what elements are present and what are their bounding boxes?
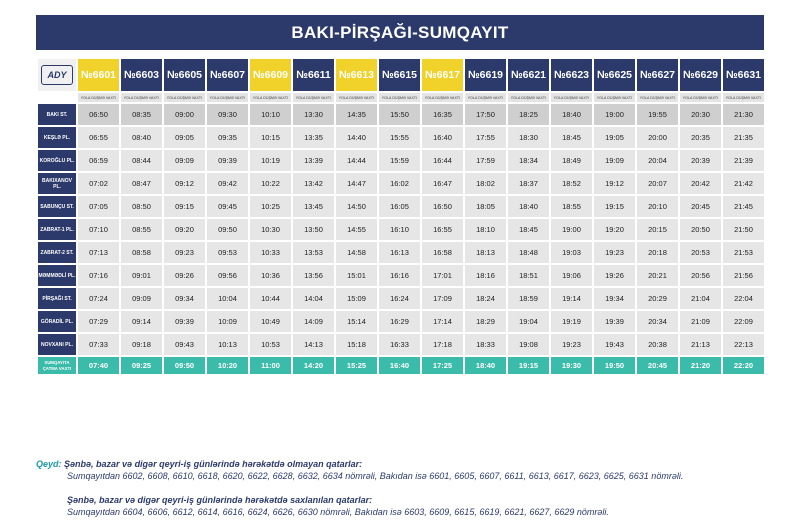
time-cell: 18:40 — [508, 196, 549, 217]
time-cell: 14:44 — [336, 150, 377, 171]
arrival-label: SUMQAYITA ÇATMA VAXTI — [38, 357, 76, 374]
time-cell: 20:21 — [637, 265, 678, 286]
station-row — [38, 104, 764, 125]
time-cell: 18:37 — [508, 173, 549, 194]
time-cell: 17:55 — [465, 127, 506, 148]
time-cell: 18:40 — [551, 104, 592, 125]
time-cell: 19:55 — [637, 104, 678, 125]
station-row — [38, 265, 764, 286]
time-cell: 16:13 — [379, 242, 420, 263]
time-cell: 14:58 — [336, 242, 377, 263]
time-cell: 10:25 — [250, 196, 291, 217]
time-cell: 19:15 — [594, 196, 635, 217]
time-cell: 10:09 — [207, 311, 248, 332]
time-cell: 20:18 — [637, 242, 678, 263]
header-row — [38, 59, 764, 91]
page-title: BAKI-PİRŞAĞI-SUMQAYIT — [36, 15, 764, 50]
time-cell: 17:18 — [422, 334, 463, 355]
time-cell: 17:50 — [465, 104, 506, 125]
time-cell: 15:14 — [336, 311, 377, 332]
time-cell: 08:44 — [121, 150, 162, 171]
train-number: №6615 — [379, 59, 420, 91]
time-cell: 16:40 — [422, 127, 463, 148]
time-cell: 08:50 — [121, 196, 162, 217]
time-cell: 07:24 — [78, 288, 119, 309]
ady-logo-icon: ADY — [41, 65, 73, 85]
arrival-time-cell: 19:15 — [508, 357, 549, 374]
time-cell: 21:13 — [680, 334, 721, 355]
time-cell: 07:13 — [78, 242, 119, 263]
time-cell: 18:16 — [465, 265, 506, 286]
departure-label: YOLA DÜŞMƏ VAXTI — [379, 93, 420, 102]
time-cell: 21:35 — [723, 127, 764, 148]
time-cell: 20:34 — [637, 311, 678, 332]
time-cell: 09:42 — [207, 173, 248, 194]
train-number: №6605 — [164, 59, 205, 91]
time-cell: 10:19 — [250, 150, 291, 171]
time-cell: 18:45 — [551, 127, 592, 148]
time-cell: 14:35 — [336, 104, 377, 125]
train-number: №6617 — [422, 59, 463, 91]
time-cell: 15:55 — [379, 127, 420, 148]
time-cell: 19:12 — [594, 173, 635, 194]
time-cell: 13:39 — [293, 150, 334, 171]
time-cell: 16:44 — [422, 150, 463, 171]
logo-cell — [38, 59, 76, 91]
station-name: MƏMMƏDLİ PL. — [38, 265, 76, 286]
time-cell: 21:45 — [723, 196, 764, 217]
arrival-time-cell: 14:20 — [293, 357, 334, 374]
time-cell: 15:01 — [336, 265, 377, 286]
time-cell: 09:01 — [121, 265, 162, 286]
time-cell: 18:59 — [508, 288, 549, 309]
station-row — [38, 311, 764, 332]
time-cell: 16:50 — [422, 196, 463, 217]
note-label: Qeyd: — [36, 459, 62, 469]
time-cell: 19:23 — [551, 334, 592, 355]
departure-label: YOLA DÜŞMƏ VAXTI — [78, 93, 119, 102]
arrival-time-cell: 18:40 — [465, 357, 506, 374]
time-cell: 08:58 — [121, 242, 162, 263]
time-cell: 20:42 — [680, 173, 721, 194]
station-row — [38, 334, 764, 355]
time-cell: 18:24 — [465, 288, 506, 309]
time-cell: 20:00 — [637, 127, 678, 148]
time-cell: 09:23 — [164, 242, 205, 263]
departure-label: YOLA DÜŞMƏ VAXTI — [336, 93, 377, 102]
time-cell: 19:39 — [594, 311, 635, 332]
station-name: NOVXANI PL. — [38, 334, 76, 355]
station-name: KEŞLƏ PL. — [38, 127, 76, 148]
time-cell: 08:40 — [121, 127, 162, 148]
time-cell: 14:09 — [293, 311, 334, 332]
time-cell: 14:40 — [336, 127, 377, 148]
time-cell: 13:30 — [293, 104, 334, 125]
station-row — [38, 127, 764, 148]
time-cell: 09:35 — [207, 127, 248, 148]
arrival-time-cell: 19:50 — [594, 357, 635, 374]
time-cell: 16:24 — [379, 288, 420, 309]
time-cell: 18:45 — [508, 219, 549, 240]
time-cell: 21:30 — [723, 104, 764, 125]
train-number: №6607 — [207, 59, 248, 91]
train-number: №6623 — [551, 59, 592, 91]
train-number: №6601 — [78, 59, 119, 91]
time-cell: 18:29 — [465, 311, 506, 332]
time-cell: 20:30 — [680, 104, 721, 125]
time-cell: 09:09 — [121, 288, 162, 309]
time-cell: 10:22 — [250, 173, 291, 194]
time-cell: 20:53 — [680, 242, 721, 263]
time-cell: 13:45 — [293, 196, 334, 217]
time-cell: 21:56 — [723, 265, 764, 286]
departure-label: YOLA DÜŞMƏ VAXTI — [680, 93, 721, 102]
train-number: №6629 — [680, 59, 721, 91]
time-cell: 10:13 — [207, 334, 248, 355]
time-cell: 10:53 — [250, 334, 291, 355]
arrival-time-cell: 17:25 — [422, 357, 463, 374]
time-cell: 10:30 — [250, 219, 291, 240]
departure-label: YOLA DÜŞMƏ VAXTI — [250, 93, 291, 102]
time-cell: 20:50 — [680, 219, 721, 240]
notes — [36, 458, 796, 518]
time-cell: 09:50 — [207, 219, 248, 240]
station-row — [38, 219, 764, 240]
time-cell: 16:35 — [422, 104, 463, 125]
time-cell: 10:49 — [250, 311, 291, 332]
time-cell: 09:05 — [164, 127, 205, 148]
time-cell: 15:09 — [336, 288, 377, 309]
time-cell: 09:15 — [164, 196, 205, 217]
time-cell: 15:18 — [336, 334, 377, 355]
time-cell: 10:04 — [207, 288, 248, 309]
time-cell: 19:04 — [508, 311, 549, 332]
station-name: BAKI ST. — [38, 104, 76, 125]
time-cell: 13:56 — [293, 265, 334, 286]
time-cell: 22:04 — [723, 288, 764, 309]
time-cell: 14:50 — [336, 196, 377, 217]
time-cell: 09:34 — [164, 288, 205, 309]
departure-label: YOLA DÜŞMƏ VAXTI — [121, 93, 162, 102]
time-cell: 19:00 — [551, 219, 592, 240]
time-cell: 22:13 — [723, 334, 764, 355]
time-cell: 18:02 — [465, 173, 506, 194]
time-cell: 21:53 — [723, 242, 764, 263]
time-cell: 09:56 — [207, 265, 248, 286]
time-cell: 09:20 — [164, 219, 205, 240]
time-cell: 17:59 — [465, 150, 506, 171]
departure-label: YOLA DÜŞMƏ VAXTI — [465, 93, 506, 102]
time-cell: 10:15 — [250, 127, 291, 148]
time-cell: 10:10 — [250, 104, 291, 125]
departure-label: YOLA DÜŞMƏ VAXTI — [723, 93, 764, 102]
time-cell: 07:02 — [78, 173, 119, 194]
arrival-time-cell: 19:30 — [551, 357, 592, 374]
time-cell: 21:09 — [680, 311, 721, 332]
time-cell: 19:09 — [594, 150, 635, 171]
time-cell: 09:00 — [164, 104, 205, 125]
time-cell: 15:50 — [379, 104, 420, 125]
station-row — [38, 288, 764, 309]
time-cell: 13:42 — [293, 173, 334, 194]
time-cell: 19:34 — [594, 288, 635, 309]
time-cell: 09:39 — [207, 150, 248, 171]
time-cell: 20:35 — [680, 127, 721, 148]
time-cell: 09:43 — [164, 334, 205, 355]
time-cell: 20:45 — [680, 196, 721, 217]
departure-label: YOLA DÜŞMƏ VAXTI — [293, 93, 334, 102]
time-cell: 20:29 — [637, 288, 678, 309]
time-cell: 14:55 — [336, 219, 377, 240]
note-text-2: Sumqayıtdan 6604, 6606, 6612, 6614, 6616, 6624, 6626, 6630 nömrəli, Bakıdan isə 6603, 6609, 6615, 6619, 6621, 6627, 6629 nömrəli. — [67, 507, 609, 517]
train-number: №6631 — [723, 59, 764, 91]
time-cell: 10:44 — [250, 288, 291, 309]
time-cell: 16:10 — [379, 219, 420, 240]
time-cell: 09:53 — [207, 242, 248, 263]
subheader-row — [38, 93, 764, 102]
note-heading-2: Şənbə, bazar və digər qeyri-iş günlərində hərəkətdə saxlanılan qatarlar: — [67, 495, 373, 505]
station-row — [38, 173, 764, 194]
time-cell: 09:09 — [164, 150, 205, 171]
time-cell: 19:08 — [508, 334, 549, 355]
timetable — [36, 57, 766, 376]
time-cell: 13:53 — [293, 242, 334, 263]
time-cell: 19:20 — [594, 219, 635, 240]
train-number: №6619 — [465, 59, 506, 91]
train-number: №6609 — [250, 59, 291, 91]
time-cell: 18:05 — [465, 196, 506, 217]
time-cell: 20:07 — [637, 173, 678, 194]
train-number: №6611 — [293, 59, 334, 91]
time-cell: 07:10 — [78, 219, 119, 240]
time-cell: 13:35 — [293, 127, 334, 148]
time-cell: 07:29 — [78, 311, 119, 332]
time-cell: 14:47 — [336, 173, 377, 194]
time-cell: 07:05 — [78, 196, 119, 217]
time-cell: 15:59 — [379, 150, 420, 171]
time-cell: 18:51 — [508, 265, 549, 286]
time-cell: 18:10 — [465, 219, 506, 240]
station-name: SABUNÇU ST. — [38, 196, 76, 217]
station-row — [38, 242, 764, 263]
departure-label: YOLA DÜŞMƏ VAXTI — [551, 93, 592, 102]
arrival-time-cell: 07:40 — [78, 357, 119, 374]
time-cell: 09:45 — [207, 196, 248, 217]
time-cell: 19:14 — [551, 288, 592, 309]
time-cell: 10:33 — [250, 242, 291, 263]
arrival-time-cell: 10:20 — [207, 357, 248, 374]
train-number: №6625 — [594, 59, 635, 91]
time-cell: 18:55 — [551, 196, 592, 217]
time-cell: 19:23 — [594, 242, 635, 263]
arrival-time-cell: 11:00 — [250, 357, 291, 374]
time-cell: 09:26 — [164, 265, 205, 286]
arrival-row — [38, 357, 764, 374]
time-cell: 08:47 — [121, 173, 162, 194]
time-cell: 16:33 — [379, 334, 420, 355]
arrival-time-cell: 20:45 — [637, 357, 678, 374]
station-name: BAKIXANOV PL. — [38, 173, 76, 194]
departure-label: YOLA DÜŞMƏ VAXTI — [207, 93, 248, 102]
train-number: №6613 — [336, 59, 377, 91]
note-text-1: Sumqayıtdan 6602, 6608, 6610, 6618, 6620, 6622, 6628, 6632, 6634 nömrəli, Bakıdan isə 6601, 6605, 6607, 6611, 6613, 6617, 6623, 6625, 6631 nömrəli. — [67, 471, 684, 481]
time-cell: 07:33 — [78, 334, 119, 355]
time-cell: 20:39 — [680, 150, 721, 171]
time-cell: 06:59 — [78, 150, 119, 171]
subheader-blank — [38, 93, 76, 102]
train-number: №6627 — [637, 59, 678, 91]
time-cell: 10:36 — [250, 265, 291, 286]
time-cell: 21:42 — [723, 173, 764, 194]
time-cell: 17:14 — [422, 311, 463, 332]
time-cell: 06:55 — [78, 127, 119, 148]
time-cell: 09:14 — [121, 311, 162, 332]
time-cell: 13:50 — [293, 219, 334, 240]
time-cell: 17:09 — [422, 288, 463, 309]
time-cell: 07:16 — [78, 265, 119, 286]
time-cell: 19:03 — [551, 242, 592, 263]
station-name: GÖRADİL PL. — [38, 311, 76, 332]
time-cell: 18:13 — [465, 242, 506, 263]
time-cell: 20:56 — [680, 265, 721, 286]
arrival-time-cell: 16:40 — [379, 357, 420, 374]
time-cell: 16:47 — [422, 173, 463, 194]
arrival-time-cell: 21:20 — [680, 357, 721, 374]
time-cell: 08:35 — [121, 104, 162, 125]
time-cell: 20:15 — [637, 219, 678, 240]
time-cell: 09:18 — [121, 334, 162, 355]
time-cell: 20:10 — [637, 196, 678, 217]
arrival-time-cell: 09:25 — [121, 357, 162, 374]
departure-label: YOLA DÜŞMƏ VAXTI — [164, 93, 205, 102]
arrival-time-cell: 09:50 — [164, 357, 205, 374]
time-cell: 18:49 — [551, 150, 592, 171]
train-number: №6603 — [121, 59, 162, 91]
time-cell: 18:34 — [508, 150, 549, 171]
time-cell: 16:55 — [422, 219, 463, 240]
time-cell: 20:38 — [637, 334, 678, 355]
timetable-body — [38, 104, 764, 374]
time-cell: 19:19 — [551, 311, 592, 332]
time-cell: 19:43 — [594, 334, 635, 355]
time-cell: 21:39 — [723, 150, 764, 171]
train-number: №6621 — [508, 59, 549, 91]
time-cell: 18:52 — [551, 173, 592, 194]
station-name: PİRŞAĞI ST. — [38, 288, 76, 309]
time-cell: 16:02 — [379, 173, 420, 194]
time-cell: 18:48 — [508, 242, 549, 263]
time-cell: 06:50 — [78, 104, 119, 125]
departure-label: YOLA DÜŞMƏ VAXTI — [637, 93, 678, 102]
time-cell: 09:39 — [164, 311, 205, 332]
time-cell: 19:06 — [551, 265, 592, 286]
time-cell: 16:16 — [379, 265, 420, 286]
arrival-time-cell: 22:20 — [723, 357, 764, 374]
time-cell: 09:12 — [164, 173, 205, 194]
station-name: ZABRAT-1 PL. — [38, 219, 76, 240]
time-cell: 19:00 — [594, 104, 635, 125]
note-heading-1: Şənbə, bazar və digər qeyri-iş günlərində hərəkətdə olmayan qatarlar: — [64, 459, 363, 469]
time-cell: 17:01 — [422, 265, 463, 286]
station-name: ZABRAT-2 ST. — [38, 242, 76, 263]
time-cell: 16:29 — [379, 311, 420, 332]
departure-label: YOLA DÜŞMƏ VAXTI — [422, 93, 463, 102]
station-row — [38, 196, 764, 217]
time-cell: 18:25 — [508, 104, 549, 125]
time-cell: 21:50 — [723, 219, 764, 240]
time-cell: 16:05 — [379, 196, 420, 217]
time-cell: 14:13 — [293, 334, 334, 355]
departure-label: YOLA DÜŞMƏ VAXTI — [508, 93, 549, 102]
time-cell: 18:33 — [465, 334, 506, 355]
time-cell: 18:30 — [508, 127, 549, 148]
station-row — [38, 150, 764, 171]
time-cell: 22:09 — [723, 311, 764, 332]
departure-label: YOLA DÜŞMƏ VAXTI — [594, 93, 635, 102]
time-cell: 19:05 — [594, 127, 635, 148]
station-name: KOROĞLU PL. — [38, 150, 76, 171]
arrival-time-cell: 15:25 — [336, 357, 377, 374]
time-cell: 20:04 — [637, 150, 678, 171]
time-cell: 09:30 — [207, 104, 248, 125]
time-cell: 16:58 — [422, 242, 463, 263]
time-cell: 19:26 — [594, 265, 635, 286]
time-cell: 21:04 — [680, 288, 721, 309]
time-cell: 14:04 — [293, 288, 334, 309]
time-cell: 08:55 — [121, 219, 162, 240]
